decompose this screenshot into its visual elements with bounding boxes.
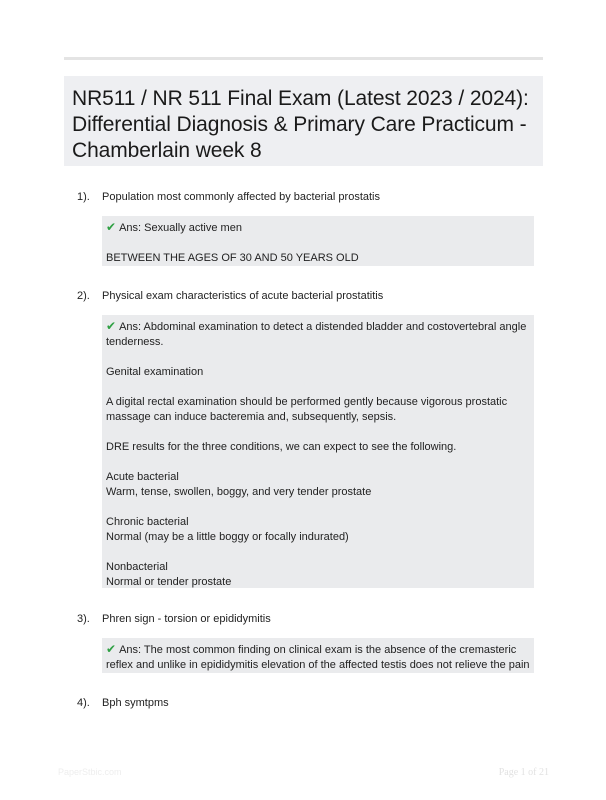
answer-box <box>102 638 534 673</box>
answer-text: Ans: Sexually active men <box>119 222 242 234</box>
answer-text: Normal or tender prostate <box>106 576 232 588</box>
answer-text: Ans: Abdominal examination to detect a distended bladder and costovertebral angle tenderness. <box>106 321 527 348</box>
question-text: Physical exam characteristics of acute bacterial prostatitis <box>102 290 384 302</box>
question-number: 3). <box>77 613 90 625</box>
answer-text: BETWEEN THE AGES OF 30 AND 50 YEARS OLD <box>106 252 359 264</box>
answer-text: Ans: The most common finding on clinical exam is the absence of the cremasteric reflex and unlike in epididymitis elevation of the affected testis does not relieve the pain <box>106 644 530 671</box>
answer-text: DRE results for the three conditions, we can expect to see the following. <box>106 441 457 453</box>
question-text: Bph symtpms <box>102 697 169 709</box>
footer-site: PaperStbic.com <box>58 767 122 777</box>
question-number: 1). <box>77 191 90 203</box>
answer-box <box>102 216 534 266</box>
answer-text: Genital examination <box>106 366 204 378</box>
page-number: Page 1 of 21 <box>498 767 549 778</box>
answer-text: A digital rectal examination should be performed gently because vigorous prostatic massage can induce bacteremia and, subsequently, sepsis. <box>106 396 508 423</box>
question-text: Population most commonly affected by bacterial prostatis <box>102 191 380 203</box>
question-number: 2). <box>77 290 90 302</box>
question-number: 4). <box>77 697 90 709</box>
answer-box <box>102 315 534 588</box>
answer-text: Warm, tense, swollen, boggy, and very tender prostate <box>106 486 372 498</box>
check-icon: ✔ <box>106 642 117 656</box>
check-icon: ✔ <box>106 220 117 234</box>
answer-text: Nonbacterial <box>106 561 168 573</box>
question-text: Phren sign - torsion or epididymitis <box>102 613 271 625</box>
answer-text: Chronic bacterial <box>106 516 189 528</box>
answer-text: Acute bacterial <box>106 471 179 483</box>
answer-text: Normal (may be a little boggy or focally indurated) <box>106 531 349 543</box>
check-icon: ✔ <box>106 319 117 333</box>
page-title: NR511 / NR 511 Final Exam (Latest 2023 / 2024): Differential Diagnosis & Primary Care Practicum - Chamberlain week 8 <box>72 87 529 162</box>
